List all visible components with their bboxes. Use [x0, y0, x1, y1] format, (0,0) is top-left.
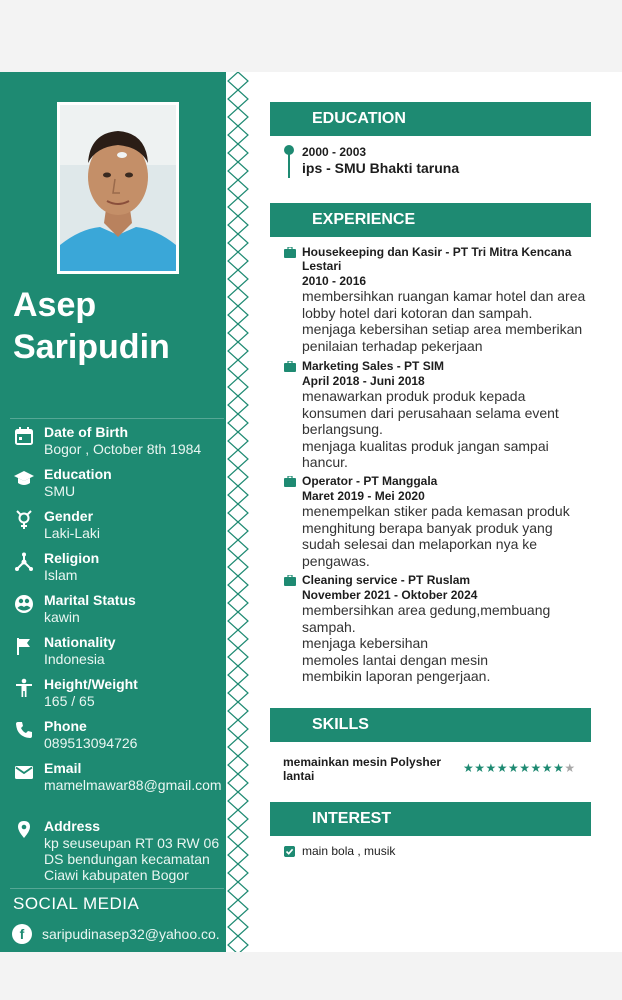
- experience-title: Marketing Sales - PT SIM: [302, 359, 445, 373]
- experience-title: Operator - PT Manggala: [302, 474, 438, 488]
- first-name: Asep: [13, 286, 97, 324]
- experience-desc-line: menjaga kebersihan: [302, 635, 429, 652]
- religion-icon: [14, 552, 34, 572]
- experience-desc-line: membikin laporan pengerjaan.: [302, 668, 491, 685]
- info-label: Marital Status: [44, 592, 136, 608]
- skill-stars-filled: ★★★★★★★★★: [463, 761, 565, 775]
- info-value: SMU: [44, 483, 76, 499]
- info-label: Religion: [44, 550, 100, 566]
- info-value: Islam: [44, 567, 78, 583]
- briefcase-icon: [284, 361, 296, 372]
- experience-desc-line: memoles lantai dengan mesin: [302, 651, 488, 668]
- interest-value: main bola , musik: [302, 844, 396, 858]
- experience-desc-line: menjaga kebersihan setiap area memberikan penilaian terhadap pekerjaan: [302, 321, 583, 354]
- experience-desc-line: menjaga kualitas produk jangan sampai hancur.: [302, 437, 549, 471]
- skill-stars-empty: ★: [564, 761, 576, 775]
- resume-page: [0, 72, 622, 952]
- last-name: Saripudin: [13, 328, 170, 366]
- info-value: 165 / 65: [44, 693, 95, 709]
- info-value: Bogor , October 8th 1984: [44, 441, 202, 457]
- phone-icon: [14, 720, 34, 740]
- experience-desc-line: menempelkan stiker pada kemasan produk menghitung berapa banyak produk yang sudah selesai dan melaporkan nya ke pengawas.: [302, 503, 570, 569]
- calendar-icon: [14, 426, 34, 446]
- checkbox-icon: [284, 846, 295, 857]
- divider: [10, 418, 224, 419]
- profile-photo: [57, 102, 179, 274]
- experience-period: 2010 - 2016: [302, 274, 367, 288]
- info-label: Height/Weight: [44, 676, 138, 692]
- skill-name: memainkan mesin Polysher lantai: [283, 755, 442, 783]
- person-icon: [14, 678, 34, 698]
- gender-icon: [14, 510, 34, 530]
- info-label: Nationality: [44, 634, 116, 650]
- info-label: Phone: [44, 718, 87, 734]
- location-pin-icon: [14, 820, 34, 840]
- timeline-dot: [284, 145, 294, 155]
- interest-item: [284, 844, 584, 860]
- social-value: saripudinasep32@yahoo.co.: [42, 926, 220, 942]
- info-value: 089513094726: [44, 735, 138, 751]
- experience-desc-line: menawarkan produk produk kepada konsumen dari perusahaan selama event berlangsung.: [302, 388, 559, 438]
- experience-desc: [302, 388, 592, 471]
- social-item-facebook[interactable]: [12, 924, 226, 946]
- info-value: Indonesia: [44, 651, 105, 667]
- flag-icon: [14, 636, 34, 656]
- experience-desc: [302, 503, 592, 569]
- education-period: 2000 - 2003: [302, 145, 367, 159]
- education-header: EDUCATION: [270, 102, 591, 136]
- experience-period: November 2021 - Oktober 2024: [302, 588, 478, 602]
- facebook-icon: f: [12, 924, 32, 944]
- experience-title: Cleaning service - PT Ruslam: [302, 573, 471, 587]
- interest-header: INTEREST: [270, 802, 591, 836]
- education-title: ips - SMU Bhakti taruna: [302, 160, 460, 176]
- experience-desc: [302, 288, 592, 354]
- info-value: kawin: [44, 609, 80, 625]
- info-label: Email: [44, 760, 82, 776]
- info-label: Education: [44, 466, 112, 482]
- zigzag-border: [226, 72, 250, 952]
- experience-header: EXPERIENCE: [270, 203, 591, 237]
- email-icon: [14, 762, 34, 782]
- experience-desc-line: membersihkan ruangan kamar hotel dan area lobby hotel dari kotoran dan sampah.: [302, 288, 586, 321]
- experience-desc-line: membersihkan area gedung,membuang sampah.: [302, 602, 551, 635]
- info-value: kp seuseupan RT 03 RW 06 DS bendungan kecamatan Ciawi kabupaten Bogor: [44, 835, 220, 883]
- experience-title: Housekeeping dan Kasir - PT Tri Mitra Kencana Lestari: [302, 245, 572, 273]
- experience-desc: [302, 602, 592, 685]
- divider: [10, 888, 224, 889]
- info-label: Address: [44, 818, 101, 834]
- experience-period: Maret 2019 - Mei 2020: [302, 489, 425, 503]
- timeline-line: [288, 152, 290, 178]
- graduation-cap-icon: [14, 468, 34, 488]
- info-value: mamelmawar88@gmail.com: [44, 777, 222, 793]
- skills-header: SKILLS: [270, 708, 591, 742]
- info-value: Laki-Laki: [44, 525, 101, 541]
- social-media-title: SOCIAL MEDIA: [13, 894, 140, 913]
- briefcase-icon: [284, 575, 296, 586]
- experience-period: April 2018 - Juni 2018: [302, 374, 425, 388]
- sidebar: [0, 72, 226, 952]
- info-label: Gender: [44, 508, 94, 524]
- briefcase-icon: [284, 247, 296, 258]
- info-label: Date of Birth: [44, 424, 128, 440]
- briefcase-icon: [284, 476, 296, 487]
- candidate-name: [13, 284, 223, 368]
- marital-status-icon: [14, 594, 34, 614]
- skill-rating: [463, 761, 576, 775]
